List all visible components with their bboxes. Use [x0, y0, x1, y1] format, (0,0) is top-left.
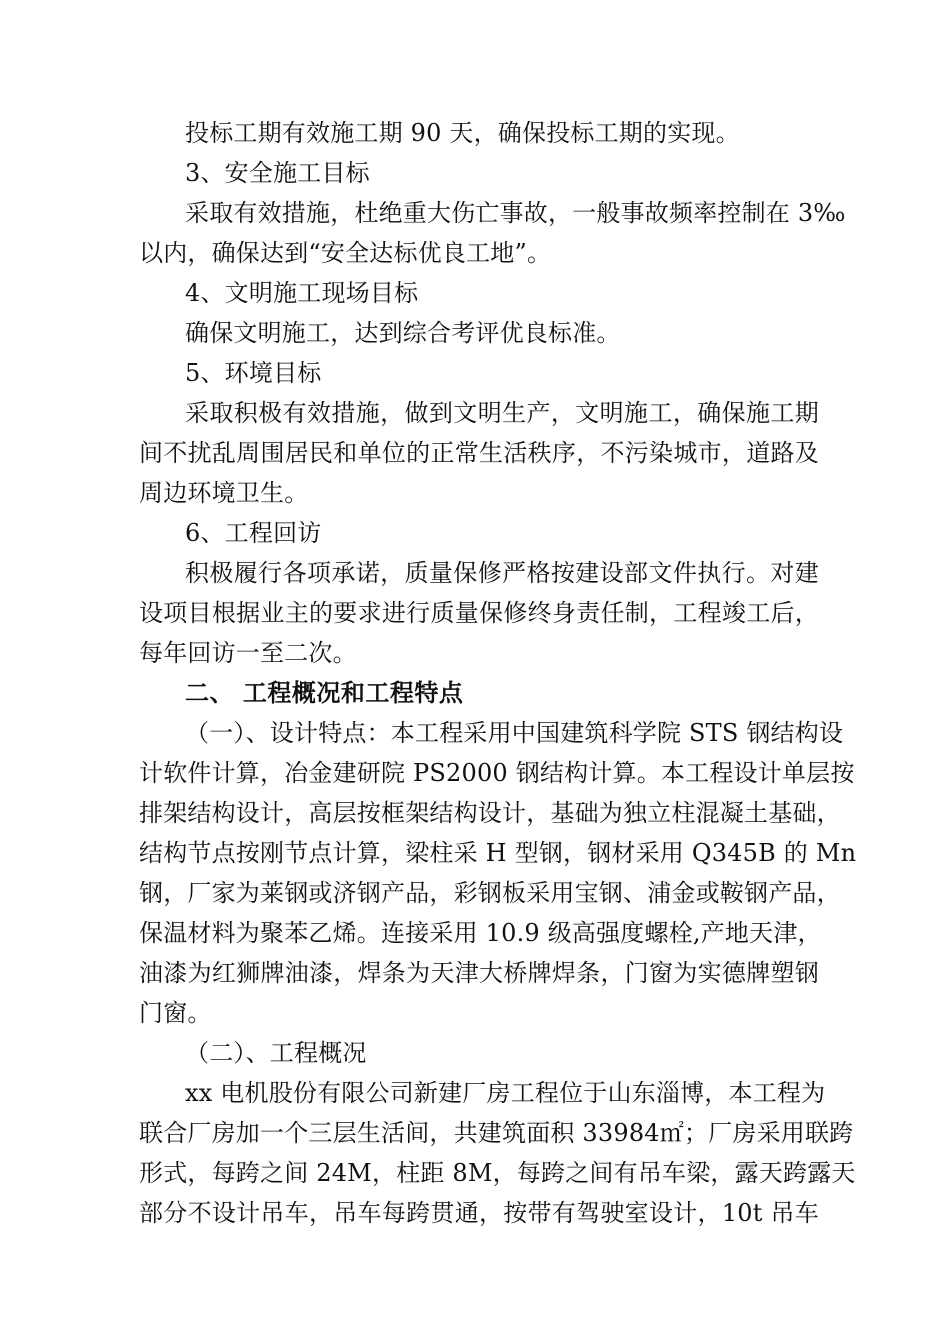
- text-line: 部分不设计吊车，吊车每跨贯通，按带有驾驶室设计，10t 吊车: [139, 1199, 819, 1227]
- text-line: 以内，确保达到“安全达标优良工地”。: [139, 239, 552, 267]
- chapter-heading: 二、 工程概况和工程特点: [185, 679, 464, 707]
- text-line: 钢，厂家为莱钢或济钢产品，彩钢板采用宝钢、浦金或鞍钢产品，: [139, 879, 841, 907]
- text-line: 采取有效措施，杜绝重大伤亡事故，一般事故频率控制在 3‰: [185, 199, 846, 227]
- text-line: 每年回访一至二次。: [139, 639, 357, 667]
- text-line: 确保文明施工，达到综合考评优良标准。: [185, 319, 621, 347]
- section-heading: 3、安全施工目标: [185, 159, 370, 187]
- section-heading: 5、环境目标: [185, 359, 322, 387]
- text-line: 联合厂房加一个三层生活间，共建筑面积 33984㎡；厂房采用联跨: [139, 1119, 854, 1147]
- text-line: 周边环境卫生。: [139, 479, 309, 507]
- section-heading: 4、文明施工现场目标: [185, 279, 419, 307]
- text-line: 门窗。: [139, 999, 212, 1027]
- text-line: 积极履行各项承诺，质量保修严格按建设部文件执行。对建: [185, 559, 819, 587]
- text-line: 油漆为红狮牌油漆，焊条为天津大桥牌焊条，门窗为实德牌塑钢: [139, 959, 819, 987]
- text-line: 间不扰乱周围居民和单位的正常生活秩序，不污染城市，道路及: [139, 439, 819, 467]
- section-heading: 6、工程回访: [185, 519, 322, 547]
- section-heading: （二）、工程概况: [185, 1039, 367, 1067]
- text-line: 形式，每跨之间 24M，柱距 8M，每跨之间有吊车梁，露天跨露天: [139, 1159, 856, 1187]
- text-line: 设项目根据业主的要求进行质量保修终身责任制，工程竣工后，: [139, 599, 819, 627]
- text-line: 投标工期有效施工期 90 天，确保投标工期的实现。: [185, 119, 740, 147]
- text-line: 采取积极有效措施，做到文明生产，文明施工，确保施工期: [185, 399, 819, 427]
- text-line: 计软件计算，冶金建研院 PS2000 钢结构计算。本工程设计单层按: [139, 759, 855, 787]
- text-line: 保温材料为聚苯乙烯。连接采用 10.9 级高强度螺栓,产地天津，: [139, 919, 822, 947]
- text-line: 排架结构设计，高层按框架结构设计，基础为独立柱混凝土基础，: [139, 799, 841, 827]
- text-line: xx 电机股份有限公司新建厂房工程位于山东淄博，本工程为: [185, 1079, 826, 1107]
- text-line: 结构节点按刚节点计算，梁柱采 H 型钢，钢材采用 Q345B 的 Mn: [139, 839, 857, 867]
- text-line: （一）、设计特点：本工程采用中国建筑科学院 STS 钢结构设: [185, 719, 844, 747]
